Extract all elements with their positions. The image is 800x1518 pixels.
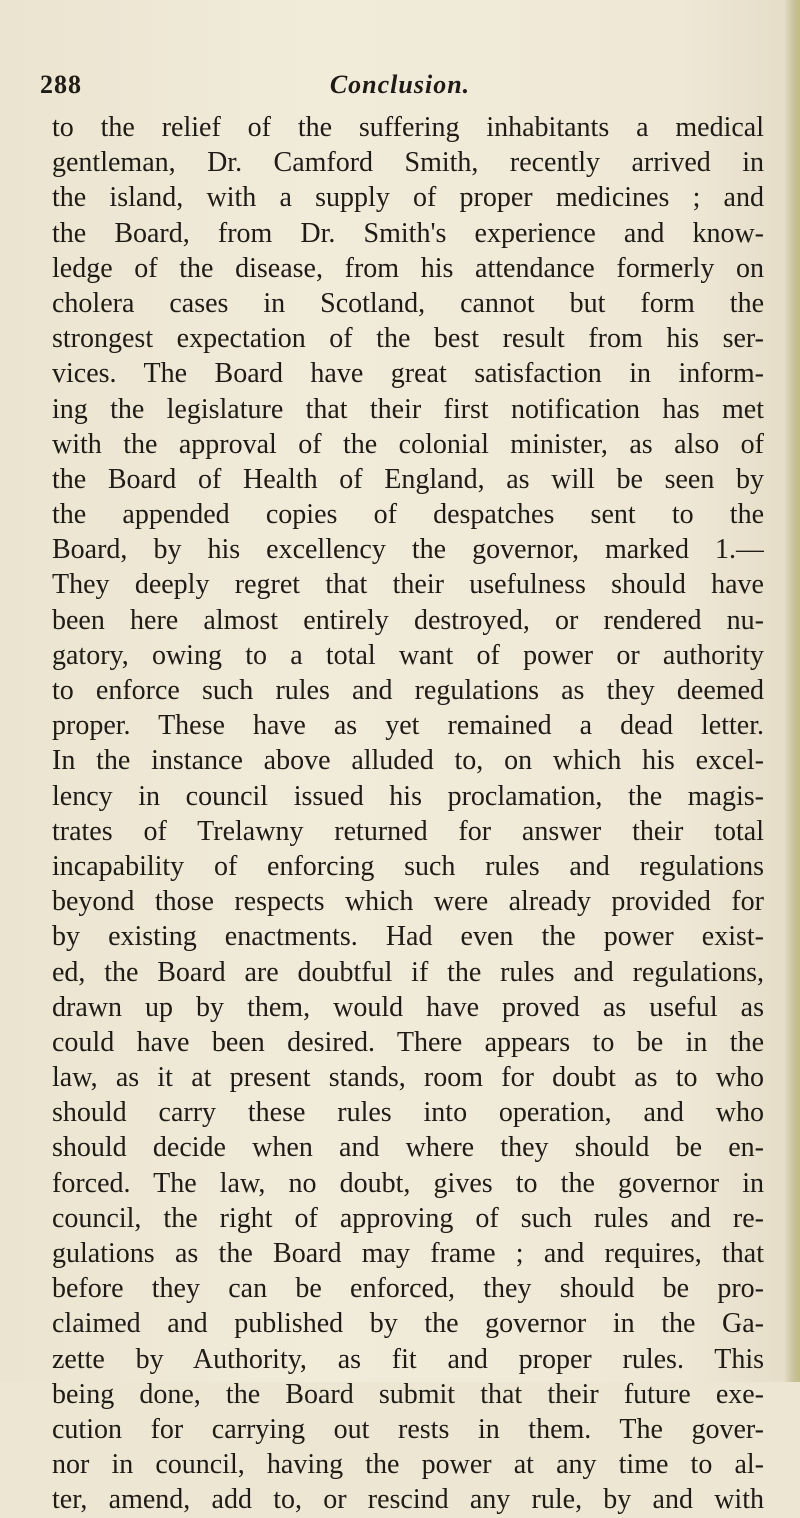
text-line: beyond those respects which were already provided for: [52, 886, 764, 918]
text-line: the island, with a supply of proper medicines ; and: [52, 182, 764, 214]
text-line: They deeply regret that their usefulness should have: [52, 569, 764, 601]
page-header: [40, 70, 760, 106]
text-line: cution for carrying out rests in them. The gover-: [52, 1413, 764, 1445]
text-line: gulations as the Board may frame ; and requires, that: [52, 1238, 764, 1269]
text-line: gentleman, Dr. Camford Smith, recently arrived in: [52, 147, 764, 179]
text-line: council, the right of approving of such rules and re-: [52, 1202, 764, 1234]
text-line: claimed and published by the governor in the Ga-: [52, 1308, 764, 1340]
text-line: vices. The Board have great satisfaction in inform-: [52, 358, 764, 390]
text-line: law, as it at present stands, room for doubt as to who: [52, 1062, 764, 1094]
text-line: ter, amend, add to, or rescind any rule, by and with: [52, 1484, 764, 1516]
text-line: with the approval of the colonial minister, as also of: [52, 428, 764, 460]
text-line: ing the legislature that their first notification has met: [52, 393, 764, 425]
text-line: cholera cases in Scotland, cannot but form the: [52, 287, 764, 319]
text-line: the Board, from Dr. Smith's experience and know-: [52, 217, 764, 249]
page-number: 288: [40, 70, 82, 99]
text-line: drawn up by them, would have proved as useful as: [52, 991, 764, 1023]
text-line: zette by Authority, as fit and proper rules. This: [52, 1343, 764, 1375]
text-line: before they can be enforced, they should be pro-: [52, 1273, 764, 1305]
text-line: should carry these rules into operation, and who: [52, 1097, 764, 1129]
text-line: trates of Trelawny returned for answer their total: [52, 815, 764, 847]
text-line: should decide when and where they should be en-: [52, 1132, 764, 1164]
text-line: the Board of Health of England, as will be seen by: [52, 463, 764, 495]
text-line: In the instance above alluded to, on which his excel-: [52, 745, 764, 777]
text-line: could have been desired. There appears to be in the: [52, 1026, 764, 1058]
text-line: incapability of enforcing such rules and regulations: [52, 850, 764, 882]
text-line: being done, the Board submit that their future exe-: [52, 1378, 764, 1410]
text-line: been here almost entirely destroyed, or rendered nu-: [52, 604, 764, 636]
text-line: Board, by his excellency the governor, marked 1.—: [52, 534, 764, 566]
text-line: ledge of the disease, from his attendance formerly on: [52, 252, 764, 284]
text-line: strongest expectation of the best result from his ser-: [52, 323, 764, 355]
page-edge-shadow: [784, 0, 800, 1382]
text-line: to the relief of the suffering inhabitants a medical: [52, 112, 764, 143]
text-line: lency in council issued his proclamation, the magis-: [52, 780, 764, 812]
text-line: gatory, owing to a total want of power or authority: [52, 639, 764, 671]
running-title: Conclusion.: [329, 70, 471, 99]
text-line: proper. These have as yet remained a dead letter.: [52, 710, 764, 742]
text-line: to enforce such rules and regulations as they deemed: [52, 675, 764, 706]
text-line: forced. The law, no doubt, gives to the governor in: [52, 1167, 764, 1199]
text-line: ed, the Board are doubtful if the rules and regulations,: [52, 956, 764, 988]
text-line: nor in council, having the power at any time to al-: [52, 1449, 764, 1481]
text-line: the appended copies of despatches sent to the: [52, 499, 764, 531]
body-text: [52, 110, 764, 1518]
text-line: by existing enactments. Had even the power exist-: [52, 921, 764, 953]
